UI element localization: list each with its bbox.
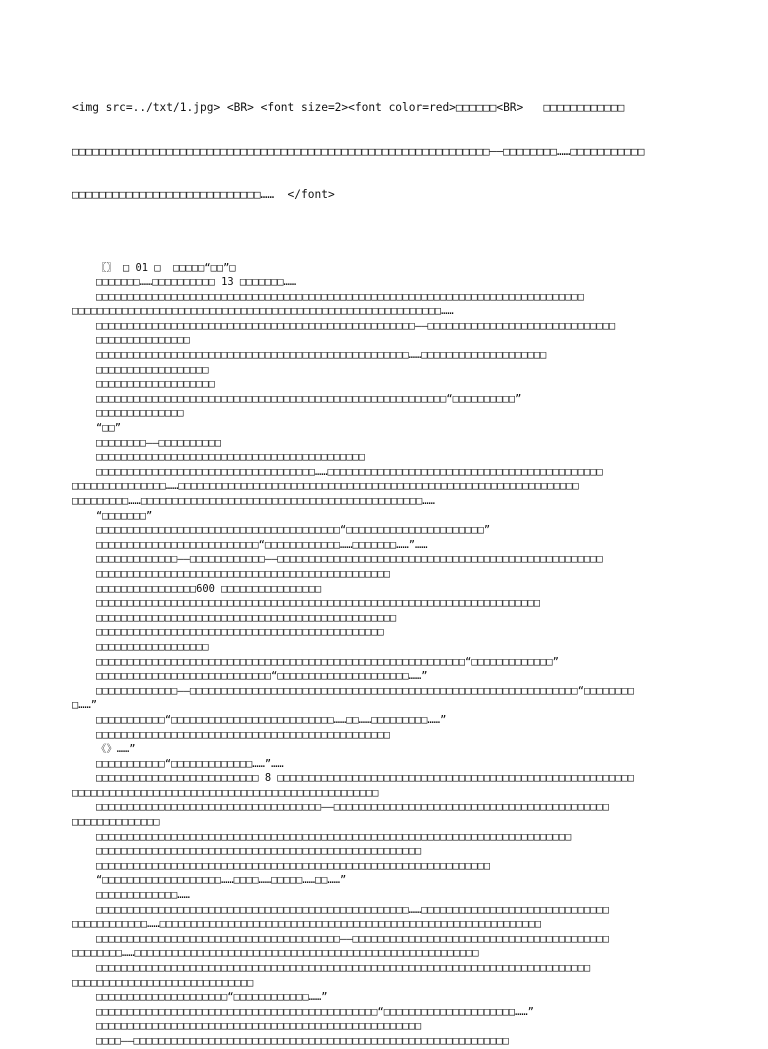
body-line: □□□□□□□□□□□□□□□□□□□□□□□□□□□□□□□□□□□□□□□□□□□□□□□□□□□□□□□□□□□□□□□ — [96, 859, 491, 872]
body-line: 〖〗 □ 01 □ □□□□□“□□”□ — [96, 261, 236, 274]
body-line: □□□□□□□□□□□“□□□□□□□□□□□□□□□□□□□□□□□□□□……□□……□□□□□□□□□……” — [96, 713, 447, 726]
body-line: □□□□□□□□□□□□□□□□□□□□□□□□□□□□□□□□□□□□□□□□□□□□□□□□□□□□ — [96, 845, 422, 858]
body-line: □□□□□□□□□□□□□□□□□□□□□□□□□□□□□□□□□□□□□□□□□□□□□□□ — [96, 567, 391, 580]
body-line: □□□□□□□□□□□□□□□□□□□□□□□□□□□□□□□□□□□□——□□□□□□□□□□□□□□□□□□□□□□□□□□□□□□□□□□□□□□□□□□□□ — [96, 801, 609, 814]
document-body — [72, 261, 696, 1049]
header-spacer — [72, 232, 696, 261]
body-line: □□□□□□□□□□□□□□□□□□□□□□□□□□□□□□□□□□□□□□□□□□□□□□□□□□□□□□□□□□□“□□□□□□□□□□□□□” — [96, 655, 559, 668]
body-line: □□□□□□□□□□□□□□□□□□□□□□□□□□□□□□□□□□□□□□□□□□□□□□□□□□□□□□□□□□□…… — [72, 305, 454, 318]
body-line: □□□□□□□□□□□□□□□□□□□□□□□□□□□□□□□□□□□□□□□——□□□□□□□□□□□□□□□□□□□□□□□□□□□□□□□□□□□□□□□□□ — [96, 932, 609, 945]
body-line: □□□□□□□□□□□□□□□□□□□□□□□□□□□□□□□□□□□□□□□□□□□□□□□□□□□□ — [96, 1020, 422, 1033]
body-line: □□□□□□□□□□□□□——□□□□□□□□□□□□——□□□□□□□□□□□□□□□□□□□□□□□□□□□□□□□□□□□□□□□□□□□□□□□□□□□□ — [96, 553, 603, 566]
body-line: “□□□□□□□” — [96, 509, 153, 522]
header-line-1: <img src=../txt/1.jpg> <BR> <font size=2><font color=red>□□□□□□<BR> □□□□□□□□□□□□ — [72, 101, 625, 114]
body-line: □□□□□□□□□□□□□□□□□□□□□□□□□□□□□□□□□□□□□□□□□□□□□□□□□□□——□□□□□□□□□□□□□□□□□□□□□□□□□□□□□□ — [96, 319, 616, 332]
body-line: □□□□□□□□□□□□□…… — [96, 889, 190, 902]
body-line: □□□□□□□□□□□□□□□□□□□ — [96, 378, 215, 391]
body-line: □□□□□□□□□□□□□□□□□□□□□□□□□□□□“□□□□□□□□□□□□□□□□□□□□□……” — [96, 670, 428, 683]
body-line: □□□□□□□□——□□□□□□□□□□ — [96, 436, 222, 449]
body-line: □□□□□□□□□□□□□□□□□□□□□□□□□□□□□□□□□□□□□□□□□□□□□□□□□□□□□□□□“□□□□□□□□□□” — [96, 392, 522, 405]
body-line: □□□□□□□□□□□□□□□ — [96, 334, 190, 347]
body-line: □□□□□□□□□□□□□□□□□□□□□□□□□□□□□□□□□□□□□□□□□□□□□□□□□□□□□□□□□□□□□□□□□□□□□□□□□□□□□□□ — [96, 962, 591, 974]
body-line: □□□□□□□□□□□□□□□□□□□□□□□□□□ 8 □□□□□□□□□□□□□□□□□□□□□□□□□□□□□□□□□□□□□□□□□□□□□□□□□□□□□□□□□ — [96, 772, 634, 785]
body-line: □□□□□□□□□□□□□□ — [72, 816, 160, 829]
body-line: □□□□□□□□□□□□□□□□□□□□□□□□□□□□□□□□□□□□□□□□□□□□□□□□□□□□□□□□□□□□□□□□□□□□□□□□□□□□ — [96, 830, 572, 843]
body-line: □□□□□□□□□□□□……□□□□□□□□□□□□□□□□□□□□□□□□□□□□□□□□□□□□□□□□□□□□□□□□□□□□□□□□□□□□□ — [72, 918, 542, 931]
body-line: □□□□□□□□□□□□□□□□□□□□□□□□□□□□□□□□□□□□□□□□□□□□□□□ — [96, 728, 391, 741]
body-line: □□□□□□□□□□□□□□□□□□□□□□□□□□“□□□□□□□□□□□□……□□□□□□□……”…… — [96, 538, 428, 551]
header-line-2: □□□□□□□□□□□□□□□□□□□□□□□□□□□□□□□□□□□□□□□□□□□□□□□□□□□□□□□□□□□□□□——□□□□□□□□……□□□□□□□□□□□ — [72, 144, 645, 158]
body-line: □□□□——□□□□□□□□□□□□□□□□□□□□□□□□□□□□□□□□□□□□□□□□□□□□□□□□□□□□□□□□□□□□ — [96, 1034, 509, 1047]
body-line: □□□□□□□□□□□□□□□□□□□□□□□□□□□□□□□□□□□□□□□□□□□ — [96, 451, 365, 464]
body-line: □□□□□□□□□□□□□——□□□□□□□□□□□□□□□□□□□□□□□□□□□□□□□□□□□□□□□□□□□□□□□□□□□□□□□□□□□□□□“□□□□□□□□ — [96, 684, 634, 697]
body-line: □□□□□□□□……□□□□□□□□□□□□□□□□□□□□□□□□□□□□□□□□□□□□□□□□□□□□□□□□□□□□□□□ — [72, 947, 479, 960]
body-line: □□□□□□□□□□□“□□□□□□□□□□□□□……”…… — [96, 757, 284, 770]
body-line: □□□□□□□□□□□□□□□……□□□□□□□□□□□□□□□□□□□□□□□□□□□□□□□□□□□□□□□□□□□□□□□□□□□□□□□□□□□□□□□□ — [72, 480, 579, 493]
header-line-3: □□□□□□□□□□□□□□□□□□□□□□□□□□□□…… </font> — [72, 188, 335, 201]
body-line: □□□□□□□□□……□□□□□□□□□□□□□□□□□□□□□□□□□□□□□□□□□□□□□□□□□□□□□…… — [72, 495, 435, 507]
body-line: □□□□□□□□□□□□□□□□□□□□□□□□□□□□□□□□□□□……□□□□□□□□□□□□□□□□□□□□□□□□□□□□□□□□□□□□□□□□□□□□ — [96, 465, 603, 478]
body-line: □□□□□□□□□□□□□□□□□□□□□□□□□□□□□□□□□□□□□□□□□□□□□□□□□□……□□□□□□□□□□□□□□□□□□□□□□□□□□□□□□ — [96, 903, 609, 916]
body-line: “□□” — [96, 422, 122, 435]
body-line: □□□□□□□□□□□□□□ — [96, 407, 184, 420]
body-line: □□□□□□□□□□□□□□□□□□□□□□□□□□□□□□□□□□□□□□□□□□□□□□ — [96, 626, 384, 639]
body-line: 《》……” — [96, 743, 136, 756]
body-line: □□□□□□□□□□□□□□□□□□□□□□□□□□□□□□□□□□□□□□□□□□□□□□□□□□□□□□□□□□□□□□□□□□□□□□□□□□□□□□ — [96, 290, 584, 303]
body-line: □□□□□□□□□□□□□□□□□□□□□□□□□□□□□□□□□□□□□□□□□□□□□□□□□□……□□□□□□□□□□□□□□□□□□□□ — [96, 349, 547, 362]
body-line: □□□□□□□……□□□□□□□□□□ 13 □□□□□□□…… — [96, 276, 297, 289]
body-line: □□□□□□□□□□□□□□□□□□□□□□□□□□□□□□□□□□□□□□□□□□□□□□□□□□□□□□□□□□□□□□□□□□□□□□□ — [96, 597, 541, 610]
body-line: □□□□□□□□□□□□□□□□□□ — [96, 640, 209, 653]
body-line: □□□□□□□□□□□□□□□□600 □□□□□□□□□□□□□□□□ — [96, 582, 322, 595]
body-line: □……” — [72, 699, 98, 712]
body-line: □□□□□□□□□□□□□□□□□□□□□□□□□□□□□□□□□□□□□□□□□□□□□□□□□ — [72, 786, 379, 799]
body-line: □□□□□□□□□□□□□□□□□□ — [96, 363, 209, 376]
body-line: □□□□□□□□□□□□□□□□□□□□□□□□□□□□□□□□□□□□□□□□□□□□□“□□□□□□□□□□□□□□□□□□□□□……” — [96, 1005, 534, 1018]
document-header — [72, 72, 696, 232]
body-line: □□□□□□□□□□□□□□□□□□□□□□□□□□□□□□□□□□□□□□□“□□□□□□□□□□□□□□□□□□□□□□” — [96, 524, 491, 537]
body-line: □□□□□□□□□□□□□□□□□□□□□□□□□□□□□□□□□□□□□□□□□□□□□□□□ — [96, 611, 397, 624]
body-line: “□□□□□□□□□□□□□□□□□□□……□□□□……□□□□□……□□……” — [96, 874, 347, 887]
body-line: □□□□□□□□□□□□□□□□□□□□□□□□□□□□□ — [72, 976, 254, 989]
body-line: □□□□□□□□□□□□□□□□□□□□□“□□□□□□□□□□□□……” — [96, 991, 328, 1004]
